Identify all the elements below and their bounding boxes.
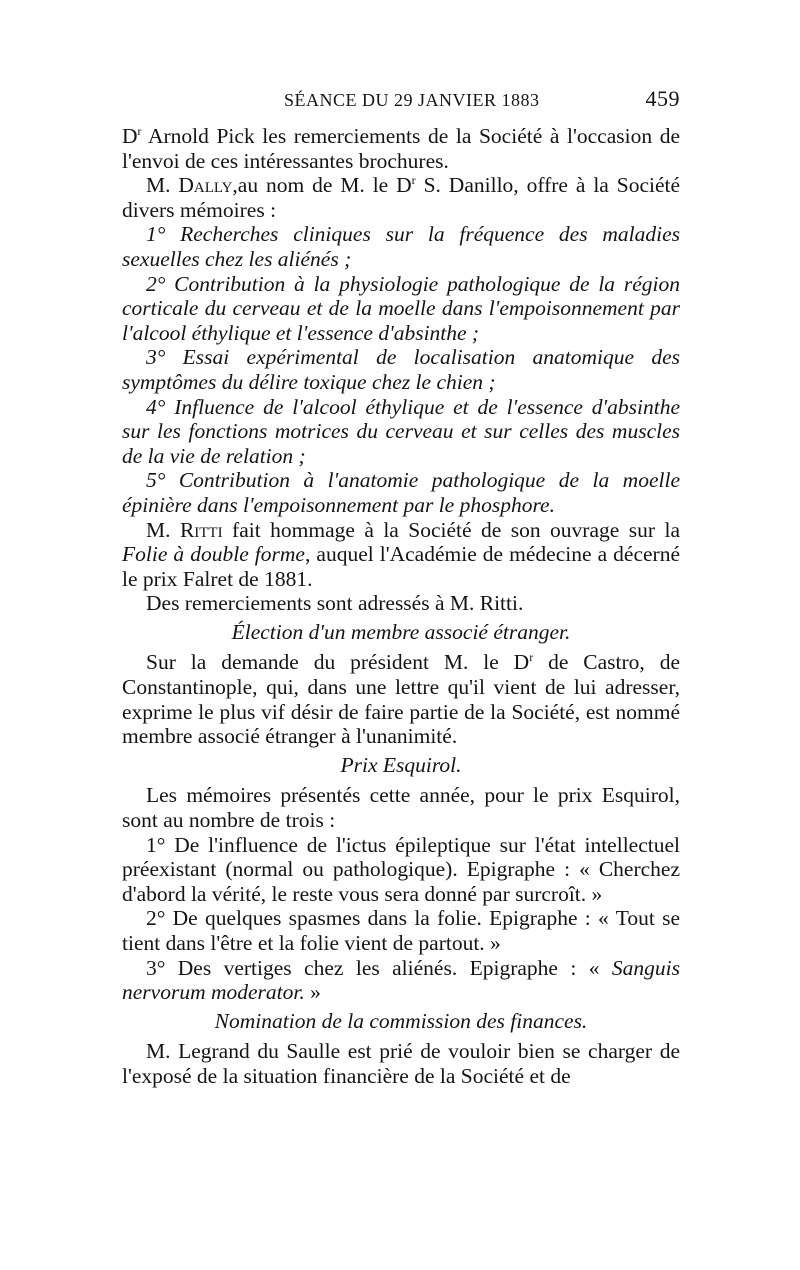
paragraph-prix-intro: Les mémoires présentés cette année, pour le prix Esquirol, sont au nombre de trois : bbox=[122, 783, 680, 833]
author-name-dally: Dally bbox=[178, 173, 233, 198]
memoire-item-1: 1° Recherches cliniques sur la fréquence des maladies sexuelles chez les aliénés ; bbox=[122, 222, 680, 271]
paragraph-thanks-ritti: Des remerciements sont adressés à M. Ritti. bbox=[146, 591, 524, 616]
section-heading-prix-esquirol: Prix Esquirol. bbox=[340, 752, 462, 777]
text-run: » bbox=[304, 980, 321, 1005]
page-number: 459 bbox=[645, 86, 680, 111]
text-run: M. bbox=[146, 517, 180, 542]
text-run: D bbox=[122, 124, 138, 148]
superscript: r bbox=[411, 173, 416, 188]
paragraph-dally-offer bbox=[122, 173, 680, 222]
text-run: Arnold Pick les remerciements de la Société à l'occasion de l'envoi de ces intéressantes brochures. bbox=[122, 124, 680, 173]
paragraph-election bbox=[122, 650, 680, 748]
running-header bbox=[122, 86, 680, 116]
memoire-item-2: 2° Contribution à la physiologie pathologique de la région corticale du cerveau et de la moelle dans l'empoisonnement par l'alcool éthylique et l'essence d'absinthe ; bbox=[122, 271, 680, 345]
paragraph-thanks-pick bbox=[122, 124, 680, 173]
paragraph-commission: M. Legrand du Saulle est prié de vouloir bien se charger de l'exposé de la situation financière de la Société et de bbox=[122, 1039, 680, 1088]
superscript: r bbox=[137, 123, 142, 138]
text-run: Sur la demande du président M. le D bbox=[146, 650, 530, 675]
text-run: ,au nom de M. le D bbox=[232, 173, 412, 198]
text-run: fait hommage à la Société de son ouvrage sur la bbox=[222, 517, 680, 542]
section-heading-election: Élection d'un membre associé étranger. bbox=[231, 619, 571, 644]
text-run: , auquel l'Académie de médecine a décerné le prix Falret de 1881. bbox=[122, 542, 680, 591]
text-run: S. Danillo, offre à la Société divers mémoires : bbox=[122, 173, 681, 222]
memoire-item-5: 5° Contribution à l'anatomie pathologique de la moelle épinière dans l'empoisonnement par le phosphore. bbox=[122, 468, 680, 517]
paragraph-ritti-homage bbox=[122, 518, 680, 592]
author-name-ritti: Ritti bbox=[179, 517, 223, 542]
prix-item-2: 2° De quelques spasmes dans la folie. Epigraphe : « Tout se tient dans l'être et la folie vient de partout. » bbox=[122, 906, 680, 955]
memoire-item-3: 3° Essai expérimental de localisation anatomique des symptômes du délire toxique chez le chien ; bbox=[122, 345, 680, 394]
prix-item-3 bbox=[122, 956, 680, 1005]
superscript: r bbox=[529, 650, 534, 665]
text-run: M. bbox=[146, 173, 179, 198]
running-title: SÉANCE DU 29 JANVIER 1883 bbox=[284, 90, 540, 110]
epigraph-latin: Sanguis nervorum moderator. bbox=[122, 955, 680, 1005]
section-heading-commission: Nomination de la commission des finances. bbox=[214, 1008, 588, 1033]
text-run: 3° Des vertiges chez les aliénés. Epigraphe : « bbox=[146, 955, 612, 980]
prix-item-1: 1° De l'influence de l'ictus épileptique sur l'état intellectuel préexistant (normal ou pathologique). Epigraphe : « Cherchez d'abord la vérité, le reste vous sera donné par surcroît. » bbox=[122, 832, 680, 906]
memoire-item-4: 4° Influence de l'alcool éthylique et de l'essence d'absinthe sur les fonctions motrices du cerveau et sur celles des muscles de la vie de relation ; bbox=[122, 394, 680, 468]
book-title: Folie à double forme bbox=[122, 542, 305, 567]
text-run: de Castro, de Constantinople, qui, dans une lettre qu'il vient de lui adresser, exprime le plus vif désir de faire partie de la Société, est nommé membre associé étranger à l'unanimité. bbox=[122, 650, 681, 749]
page-body bbox=[122, 124, 680, 1089]
